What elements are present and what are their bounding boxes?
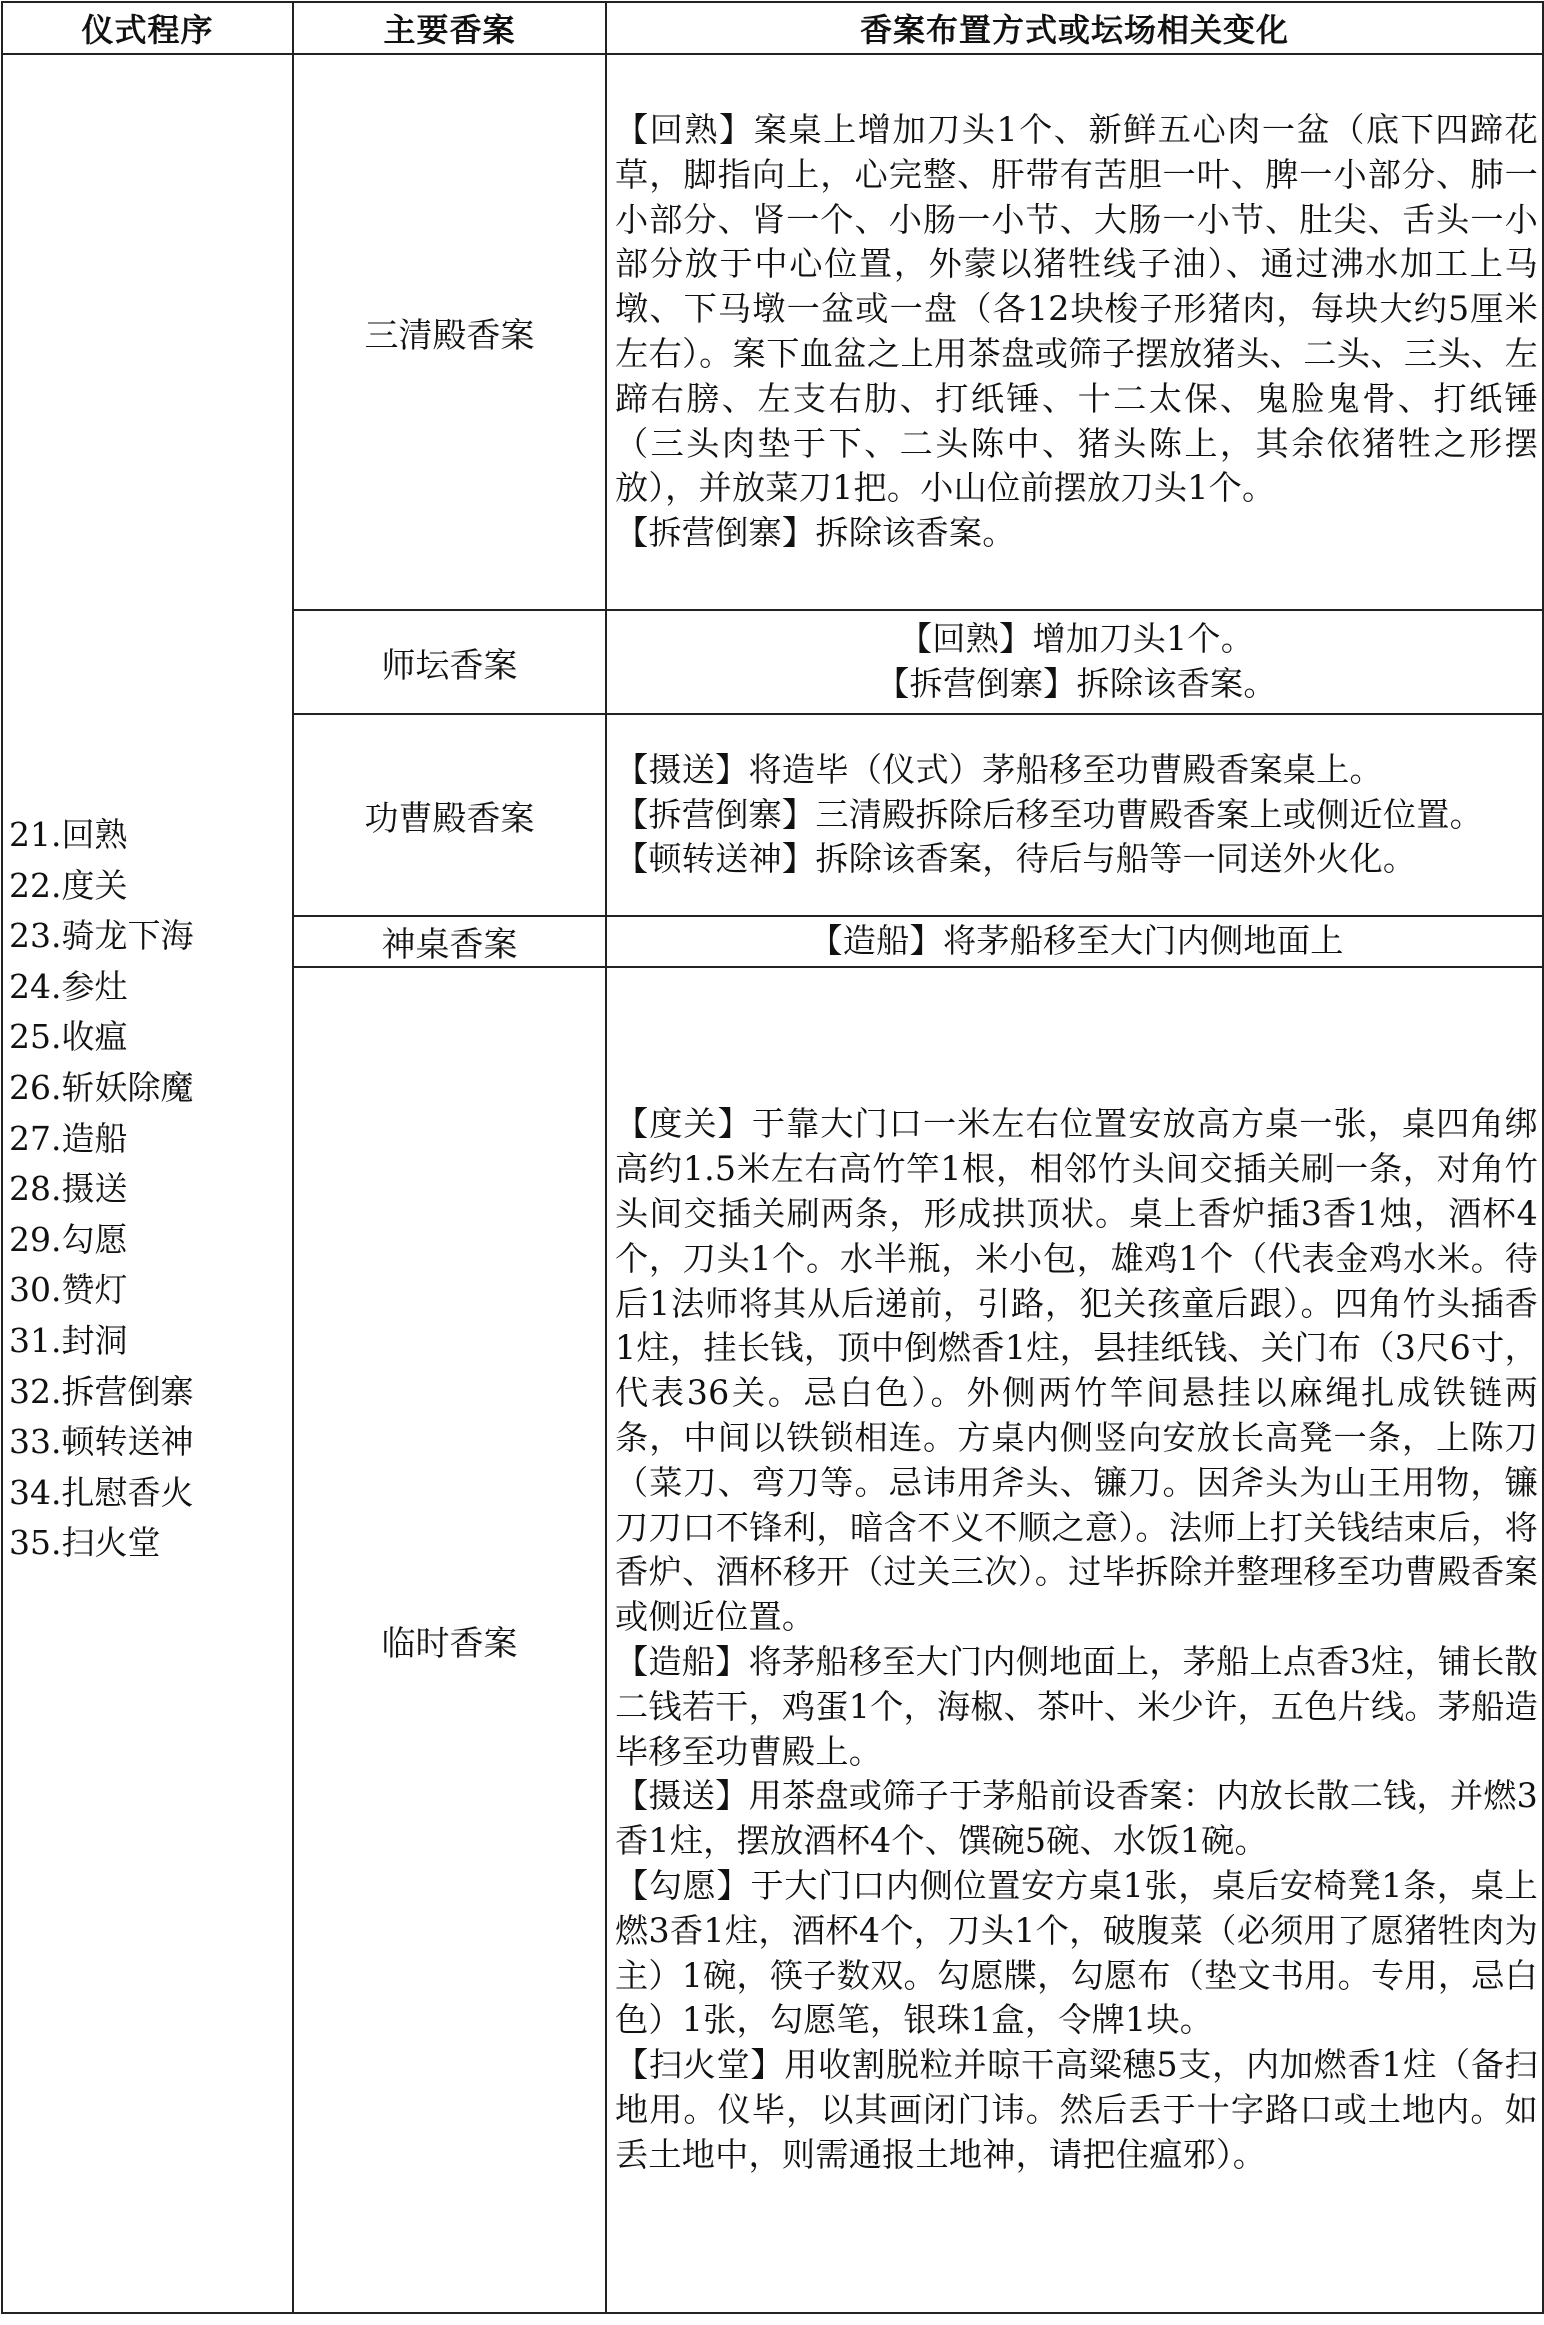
arrangement-cell [606, 54, 1543, 610]
procedure-item: 23.骑龙下海 [9, 916, 194, 956]
arrangement-paragraph: 【顿转送神】拆除该香案，待后与船等一同送外火化。 [615, 839, 1417, 879]
header-procedure: 仪式程序 [2, 2, 293, 54]
arrangement-paragraph: 【摄送】用茶盘或筛子于茅船前设香案：内放长散二钱，并燃3香1炷，摆放酒杯4个、馔碗5碗、水饭1碗。 [615, 1776, 1538, 1861]
arrangement-cell [606, 714, 1543, 916]
header-arrangement: 香案布置方式或坛场相关变化 [606, 2, 1543, 54]
arrangement-cell [606, 916, 1543, 967]
arrangement-paragraph: 【回熟】案桌上增加刀头1个、新鲜五心肉一盆（底下四蹄花草，脚指向上，心完整、肝带有苦胆一叶、脾一小部分、肺一小部分、肾一个、小肠一小节、大肠一小节、肚尖、舌头一小部分放于中心位置，外蒙以猪牲线子油）、通过沸水加工上马墩、下马墩一盆或一盘（各12块梭子形猪肉，每块大约5厘米左右）。案下血盆之上用茶盘或筛子摆放猪头、二头、三头、左蹄右膀、左支右肋、打纸锤、十二太保、鬼脸鬼骨、打纸锤（三头肉垫于下、二头陈中、猪头陈上，其余依猪牲之形摆放），并放菜刀1把。小山位前摆放刀头1个。 [615, 110, 1538, 508]
procedure-item: 32.拆营倒寨 [9, 1371, 194, 1411]
arrangement-paragraph: 【拆营倒寨】拆除该香案。 [876, 664, 1277, 703]
altar-name-cell: 三清殿香案 [293, 54, 606, 610]
arrangement-paragraph: 【回熟】增加刀头1个。 [898, 619, 1255, 659]
arrangement-paragraph: 【摄送】将造毕（仪式）茅船移至功曹殿香案桌上。 [615, 749, 1383, 789]
procedure-item: 34.扎慰香火 [9, 1472, 194, 1512]
procedure-item: 27.造船 [9, 1118, 128, 1158]
altar-name-cell: 师坛香案 [293, 610, 606, 714]
arrangement-paragraph: 【拆营倒寨】拆除该香案。 [615, 513, 1016, 553]
procedure-item: 35.扫火堂 [9, 1523, 161, 1563]
arrangement-paragraph: 【造船】将茅船移至大门内侧地面上，茅船上点香3炷，铺长散二钱若干，鸡蛋1个，海椒、茶叶、米少许，五色片线。茅船造毕移至功曹殿上。 [615, 1642, 1538, 1771]
procedure-item: 28.摄送 [9, 1169, 128, 1209]
arrangement-cell [606, 610, 1543, 714]
procedure-item: 30.赞灯 [9, 1270, 128, 1310]
arrangement-paragraph: 【勾愿】于大门口内侧位置安方桌1张，桌后安椅凳1条，桌上燃3香1炷，酒杯4个，刀头1个，破腹菜（必须用了愿猪牲肉为主）1碗，筷子数双。勾愿牒，勾愿布（垫文书用。专用，忌白色）1张，勾愿笔，银珠1盒，令牌1块。 [615, 1865, 1538, 2040]
arrangement-paragraph: 【扫火堂】用收割脱粒并晾干高粱穗5支，内加燃香1炷（备扫地用。仪毕，以其画闭门讳。然后丢于十字路口或土地内。如丢土地中，则需通报土地神，请把住瘟邪）。 [615, 2045, 1538, 2174]
ritual-altar-table [1, 1, 1544, 2314]
header-row [2, 2, 1543, 54]
procedure-item: 24.参灶 [9, 966, 128, 1006]
table-row [2, 54, 1543, 610]
altar-name-cell: 神桌香案 [293, 916, 606, 967]
procedure-item: 25.收瘟 [9, 1017, 128, 1057]
altar-name-cell: 临时香案 [293, 967, 606, 2313]
header-altar: 主要香案 [293, 2, 606, 54]
procedure-item: 22.度关 [9, 865, 128, 905]
arrangement-paragraph: 【造船】将茅船移至大门内侧地面上 [809, 921, 1344, 961]
procedure-item: 29.勾愿 [9, 1219, 128, 1259]
procedure-item: 33.顿转送神 [9, 1422, 194, 1462]
procedure-item: 21.回熟 [9, 815, 128, 855]
arrangement-cell [606, 967, 1543, 2313]
arrangement-paragraph: 【拆营倒寨】三清殿拆除后移至功曹殿香案上或侧近位置。 [615, 794, 1484, 834]
procedure-item: 31.封洞 [9, 1320, 128, 1360]
altar-name-cell: 功曹殿香案 [293, 714, 606, 916]
procedure-item: 26.斩妖除魔 [9, 1068, 194, 1108]
arrangement-paragraph: 【度关】于靠大门口一米左右位置安放高方桌一张，桌四角绑高约1.5米左右高竹竿1根，相邻竹头间交插关刷一条，对角竹头间交插关刷两条，形成拱顶状。桌上香炉插3香1烛，酒杯4个，刀头1个。水半瓶，米小包，雄鸡1个（代表金鸡水米。待后1法师将其从后递前，引路，犯关孩童后跟）。四角竹头插香1炷，挂长钱，顶中倒燃香1炷，县挂纸钱、关门布（3尺6寸，代表36关。忌白色）。外侧两竹竿间悬挂以麻绳扎成铁链两条，中间以铁锁相连。方桌内侧竖向安放长高凳一条，上陈刀（菜刀、弯刀等。忌讳用斧头、镰刀。因斧头为山王用物，镰刀刀口不锋利，暗含不义不顺之意）。法师上打关钱结束后，将香炉、酒杯移开（过关三次）。过毕拆除并整理移至功曹殿香案或侧近位置。 [615, 1104, 1538, 1637]
procedure-list-cell [2, 54, 293, 2313]
